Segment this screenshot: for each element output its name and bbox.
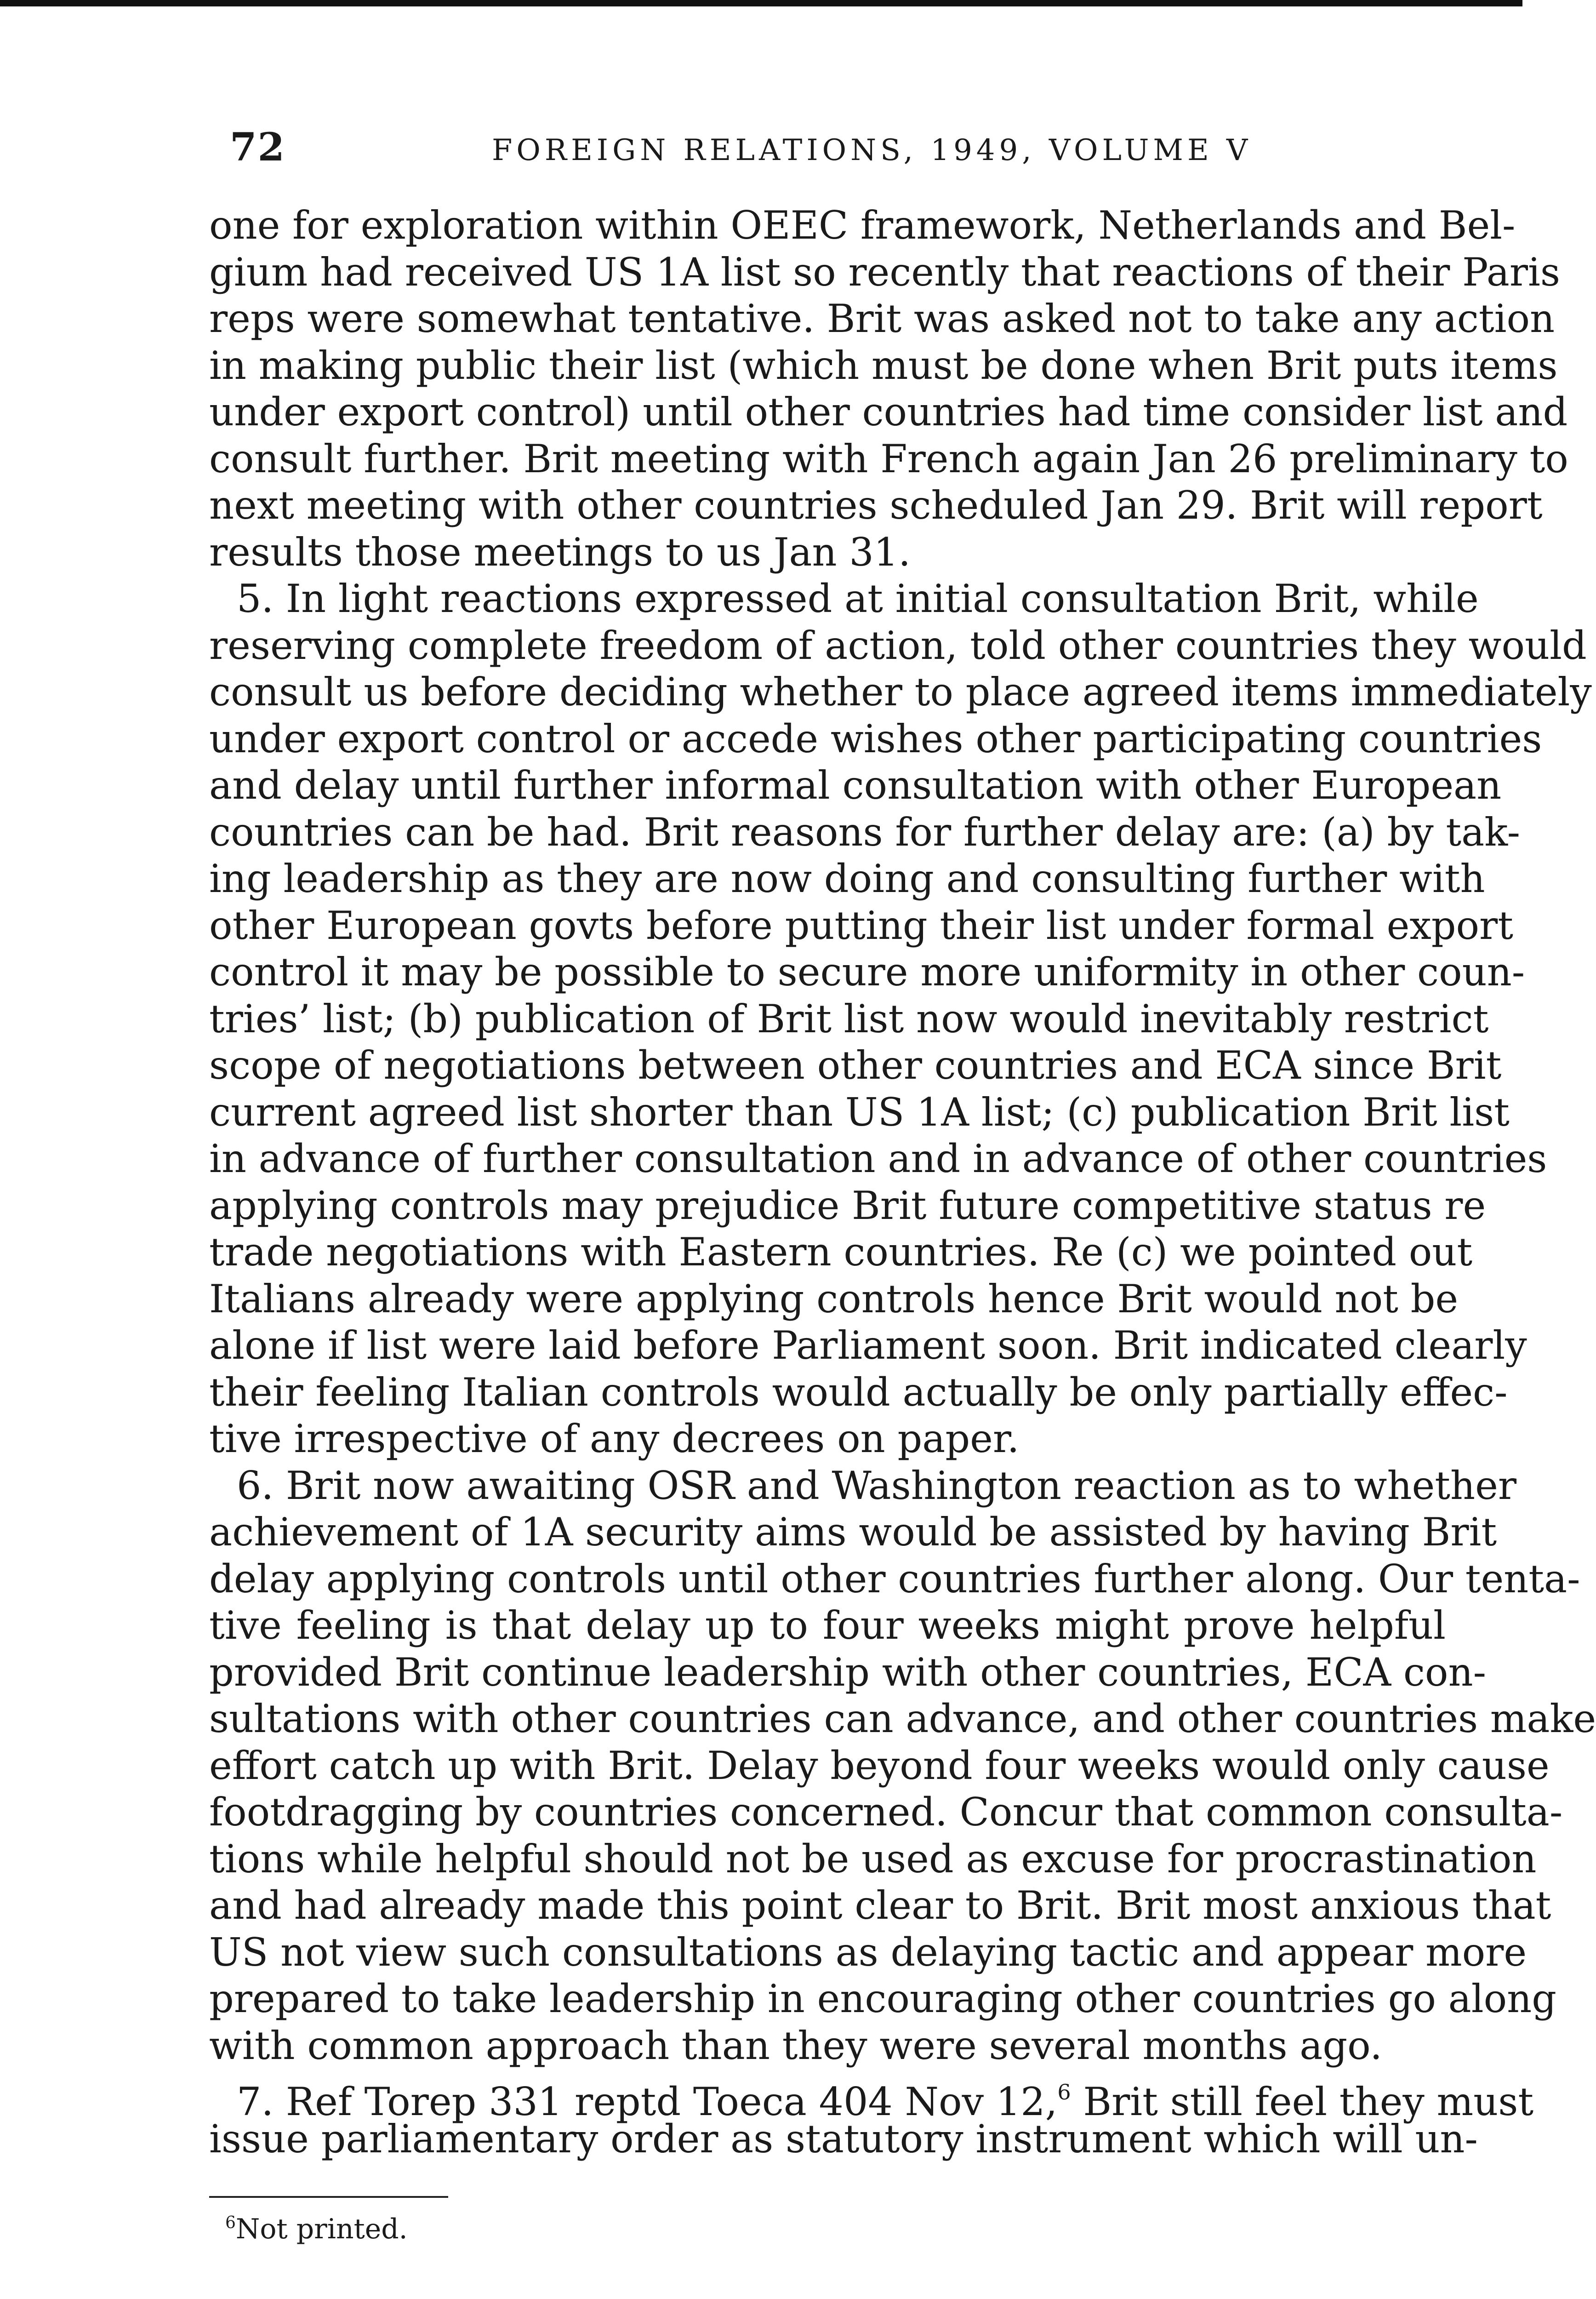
text-line: in advance of further consultation and in advance of other countries bbox=[209, 1136, 1547, 1181]
text-line: and had already made this point clear to Brit. Brit most anxious that bbox=[209, 1883, 1551, 1928]
text-line: tions while helpful should not be used as excuse for procrastination bbox=[209, 1836, 1537, 1882]
paragraph-6 bbox=[209, 1463, 1596, 2070]
text-line: footdragging by countries concerned. Concur that common consulta- bbox=[209, 1790, 1563, 1835]
paragraph-7 bbox=[209, 2069, 1534, 2162]
text-line: gium had received US 1A list so recently that reactions of their Paris bbox=[209, 249, 1560, 295]
text-segment: Brit still feel they must bbox=[1071, 2079, 1534, 2124]
text-line: consult further. Brit meeting with French again Jan 26 preliminary to bbox=[209, 436, 1568, 481]
text-line: tries’ list; (b) publication of Brit list now would inevitably restrict bbox=[209, 996, 1489, 1041]
text-line bbox=[209, 2069, 1534, 2124]
page-header bbox=[230, 124, 1416, 175]
text-line: delay applying controls until other countries further along. Our tenta- bbox=[209, 1556, 1580, 1601]
text-line: issue parliamentary order as statutory instrument which will un- bbox=[209, 2116, 1478, 2162]
text-line: Italians already were applying controls hence Brit would not be bbox=[209, 1276, 1459, 1321]
text-line: other European govts before putting their list under formal export bbox=[209, 903, 1513, 948]
text-line: sultations with other countries can advance, and other countries make bbox=[209, 1696, 1596, 1741]
text-line: tive irrespective of any decrees on paper. bbox=[209, 1416, 1020, 1461]
paragraph-continued bbox=[209, 202, 1568, 576]
footnote bbox=[225, 2205, 408, 2248]
text-line: in making public their list (which must be done when Brit puts items bbox=[209, 343, 1558, 388]
text-line: countries can be had. Brit reasons for further delay are: (a) by tak- bbox=[209, 809, 1521, 855]
text-line: reps were somewhat tentative. Brit was asked not to take any action bbox=[209, 296, 1555, 341]
text-line: achievement of 1A security aims would be assisted by having Brit bbox=[209, 1510, 1497, 1555]
text-line: effort catch up with Brit. Delay beyond four weeks would only cause bbox=[209, 1743, 1550, 1788]
footnote-marker: 6 bbox=[225, 2213, 236, 2232]
text-line: reserving complete freedom of action, told other countries they would bbox=[209, 623, 1587, 668]
top-border bbox=[0, 0, 1522, 6]
text-line: provided Brit continue leadership with other countries, ECA con- bbox=[209, 1649, 1486, 1695]
text-line: under export control or accede wishes other participating countries bbox=[209, 716, 1542, 761]
text-line: next meeting with other countries scheduled Jan 29. Brit will report bbox=[209, 483, 1543, 528]
text-line: scope of negotiations between other countries and ECA since Brit bbox=[209, 1043, 1502, 1088]
text-line: consult us before deciding whether to place agreed items immediately bbox=[209, 669, 1592, 715]
text-line: ing leadership as they are now doing and consulting further with bbox=[209, 856, 1485, 901]
text-line: applying controls may prejudice Brit future competitive status re bbox=[209, 1183, 1486, 1228]
text-line: trade negotiations with Eastern countries. Re (c) we pointed out bbox=[209, 1230, 1473, 1275]
body-text bbox=[209, 202, 1596, 2162]
text-line: 5. In light reactions expressed at initial consultation Brit, while bbox=[237, 576, 1479, 621]
text-line: one for exploration within OEEC framework, Netherlands and Bel- bbox=[209, 203, 1516, 248]
text-line: their feeling Italian controls would actually be only partially effec- bbox=[209, 1369, 1508, 1415]
text-line: prepared to take leadership in encouraging other countries go along bbox=[209, 1976, 1557, 2021]
running-title: FOREIGN RELATIONS, 1949, VOLUME V bbox=[492, 133, 1252, 167]
text-line: current agreed list shorter than US 1A list; (c) publication Brit list bbox=[209, 1089, 1510, 1135]
text-line: tive feeling is that delay up to four weeks might prove helpful bbox=[209, 1603, 1446, 1648]
text-line: results those meetings to us Jan 31. bbox=[209, 529, 911, 575]
footnote-text: Not printed. bbox=[235, 2213, 408, 2245]
footnote-reference: 6 bbox=[1057, 2080, 1071, 2105]
paragraph-5 bbox=[209, 576, 1592, 1463]
footnote-divider bbox=[209, 2196, 448, 2198]
text-line: alone if list were laid before Parliament soon. Brit indicated clearly bbox=[209, 1323, 1527, 1368]
text-line: US not view such consultations as delaying tactic and appear more bbox=[209, 1929, 1527, 1975]
text-line: and delay until further informal consultation with other European bbox=[209, 763, 1502, 808]
text-line: under export control) until other countries had time consider list and bbox=[209, 389, 1568, 435]
page-number: 72 bbox=[230, 124, 285, 170]
text-line: with common approach than they were several months ago. bbox=[209, 2023, 1382, 2068]
text-line: 6. Brit now awaiting OSR and Washington reaction as to whether bbox=[237, 1463, 1516, 1508]
text-line: control it may be possible to secure more uniformity in other coun- bbox=[209, 949, 1525, 995]
text-segment: 7. Ref Torep 331 reptd Toeca 404 Nov 12, bbox=[237, 2079, 1058, 2124]
